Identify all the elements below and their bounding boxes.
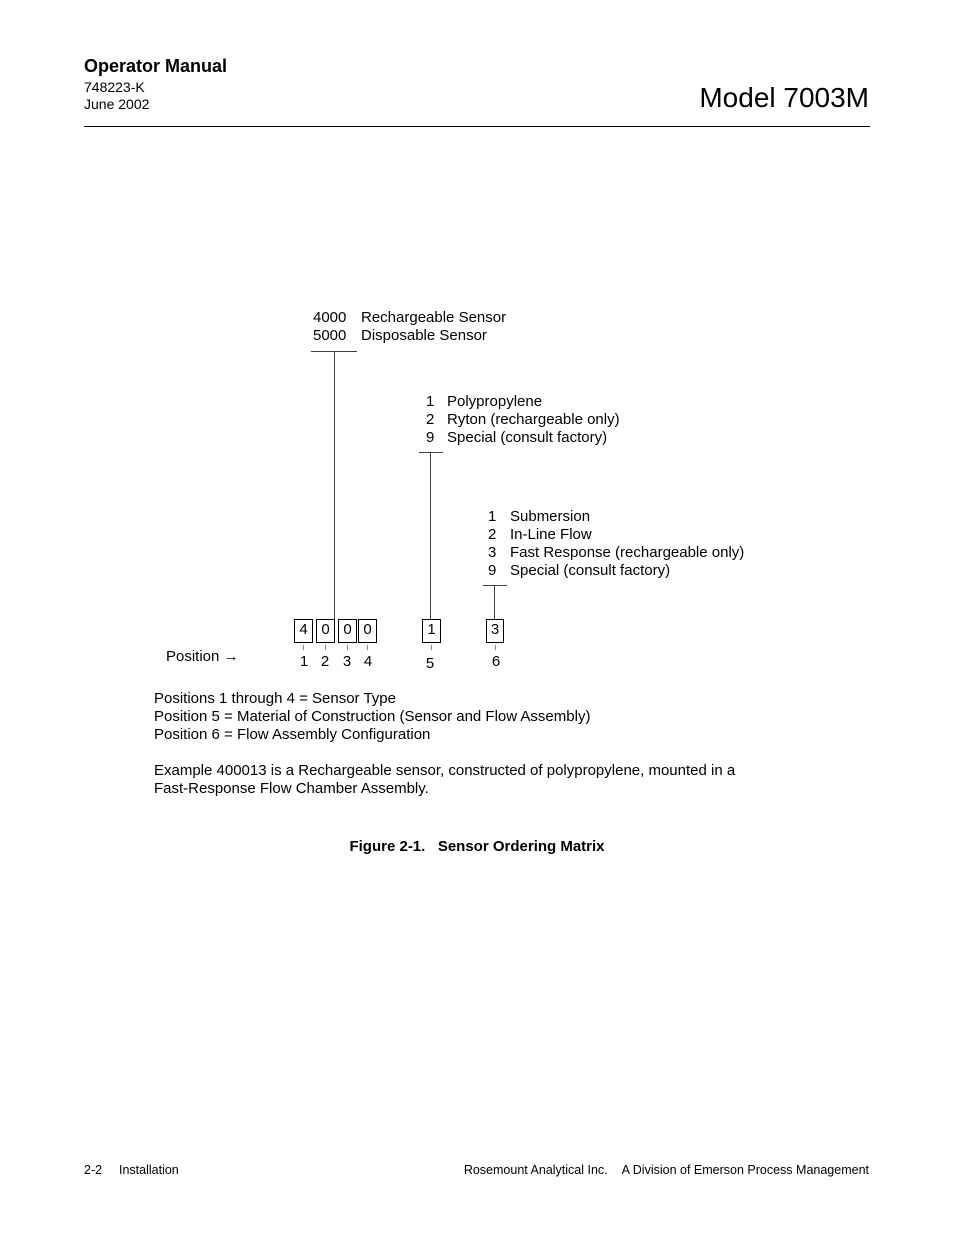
code-box-position-1: 4 bbox=[294, 619, 313, 643]
position-tick bbox=[325, 645, 326, 650]
bracket-material bbox=[419, 452, 443, 453]
flow-config-options bbox=[488, 508, 744, 580]
position-tick bbox=[347, 645, 348, 650]
footer-section: Installation bbox=[119, 1163, 179, 1177]
position-number-2: 2 bbox=[320, 653, 330, 670]
option-label: Rechargeable Sensor bbox=[361, 309, 507, 326]
example-paragraph bbox=[154, 762, 735, 798]
option-label: Submersion bbox=[510, 508, 591, 525]
position-tick bbox=[367, 645, 368, 650]
position-tick bbox=[431, 645, 432, 650]
option-code: 3 bbox=[488, 544, 497, 561]
document-date: June 2002 bbox=[84, 96, 150, 112]
sensor-type-options bbox=[313, 309, 506, 345]
position-tick bbox=[495, 645, 496, 650]
option-code: 9 bbox=[426, 429, 435, 446]
option-label: Polypropylene bbox=[447, 393, 543, 410]
explanation-line: Position 6 = Flow Assembly Configuration bbox=[154, 726, 431, 743]
footer-company-block bbox=[464, 1163, 869, 1177]
explanation-line: Positions 1 through 4 = Sensor Type bbox=[154, 690, 396, 707]
material-options bbox=[426, 393, 620, 447]
example-line: Fast-Response Flow Chamber Assembly. bbox=[154, 780, 429, 797]
leader-line-sensor-type bbox=[334, 352, 335, 619]
manual-title: Operator Manual bbox=[84, 56, 228, 76]
explanation-line: Position 5 = Material of Construction (Sensor and Flow Assembly) bbox=[154, 708, 591, 725]
position-label: Position → bbox=[166, 648, 239, 665]
position-number-1: 1 bbox=[299, 653, 309, 670]
bracket-flow-config bbox=[483, 585, 507, 586]
option-label: Disposable Sensor bbox=[361, 327, 487, 344]
option-code: 1 bbox=[488, 508, 497, 525]
code-box-position-2: 0 bbox=[316, 619, 335, 643]
option-code: 1 bbox=[426, 393, 435, 410]
option-row bbox=[488, 544, 744, 562]
figure-caption: Figure 2-1. Sensor Ordering Matrix bbox=[349, 838, 605, 855]
position-number-3: 3 bbox=[342, 653, 352, 670]
footer-division: A Division of Emerson Process Management bbox=[621, 1163, 869, 1177]
option-code: 5000 bbox=[313, 327, 347, 344]
leader-line-material bbox=[430, 453, 431, 619]
option-code: 9 bbox=[488, 562, 497, 579]
option-row bbox=[313, 327, 506, 345]
position-number-5: 5 bbox=[425, 655, 435, 672]
option-row bbox=[426, 411, 620, 429]
option-code: 2 bbox=[488, 526, 497, 543]
option-label: In-Line Flow bbox=[510, 526, 592, 543]
example-line: Example 400013 is a Rechargeable sensor, constructed of polypropylene, mounted in a bbox=[154, 762, 736, 779]
position-number-6: 6 bbox=[491, 653, 501, 670]
option-code: 4000 bbox=[313, 309, 347, 326]
position-explanation bbox=[154, 690, 590, 744]
footer-page-number: 2-2 bbox=[84, 1163, 103, 1177]
option-label: Special (consult factory) bbox=[447, 429, 608, 446]
option-code: 2 bbox=[426, 411, 435, 428]
option-label: Special (consult factory) bbox=[510, 562, 671, 579]
leader-line-flow-config bbox=[494, 586, 495, 619]
option-row bbox=[426, 429, 620, 447]
option-row bbox=[488, 508, 744, 526]
option-row bbox=[313, 309, 506, 327]
option-label: Fast Response (rechargeable only) bbox=[510, 544, 745, 561]
document-number: 748223-K bbox=[84, 79, 145, 95]
option-label: Ryton (rechargeable only) bbox=[447, 411, 620, 428]
code-box-position-6: 3 bbox=[486, 619, 504, 643]
model-name: Model 7003M bbox=[699, 82, 869, 113]
option-row bbox=[426, 393, 620, 411]
code-box-position-4: 0 bbox=[358, 619, 377, 643]
option-row bbox=[488, 526, 744, 544]
code-box-position-5: 1 bbox=[422, 619, 441, 643]
code-box-position-3: 0 bbox=[338, 619, 357, 643]
position-tick bbox=[303, 645, 304, 650]
option-row bbox=[488, 562, 744, 580]
position-number-4: 4 bbox=[363, 653, 373, 670]
footer-company: Rosemount Analytical Inc. bbox=[463, 1163, 608, 1177]
header-divider bbox=[84, 126, 870, 127]
